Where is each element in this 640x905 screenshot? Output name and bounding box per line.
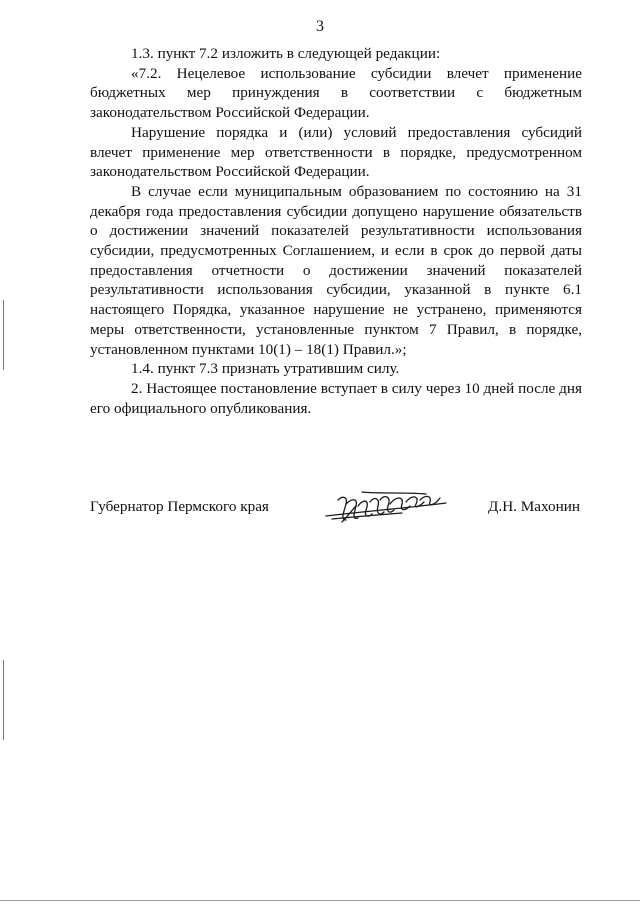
paragraph-municipal-obligations: В случае если муниципальным образованием по состоянию на 31 декабря года предоставления субсидии допущено нарушение обязательств о достижении значений показателей результативности использования субсидии, предусмотренных Соглашением, и если в срок до первой даты предоставления отчетности о достижении значений показателей результативности использования субсидии, указанной в пункте 6.1 настоящего Порядка, указанное нарушение не устранено, применяются меры ответственности, установленные пунктом 7 Правил, в порядке, установленном пунктами 10(1) – 18(1) Правил.»; (90, 182, 582, 358)
paragraph-effective-date: 2. Настоящее постановление вступает в силу через 10 дней после дня его официального опубликования. (90, 379, 582, 417)
signatory-title: Губернатор Пермского края (90, 498, 269, 515)
scan-edge-mark (3, 300, 4, 370)
document-body (90, 44, 582, 418)
signatory-name: Д.Н. Махонин (488, 498, 580, 515)
paragraph-item-1-3: 1.3. пункт 7.2 изложить в следующей редакции: (131, 45, 441, 62)
paragraph-item-1-4: 1.4. пункт 7.3 признать утратившим силу. (131, 360, 400, 378)
scan-edge-mark (3, 660, 4, 740)
scan-bottom-edge (0, 900, 640, 901)
paragraph-violation: Нарушение порядка и (или) условий предоставления субсидий влечет применение мер ответственности в порядке, предусмотренном законодательством Российской Федерации. (90, 123, 582, 181)
handwritten-signature (322, 486, 452, 528)
signature-block (90, 492, 582, 532)
page-number: 3 (316, 18, 324, 35)
paragraph-clause-7-2: «7.2. Нецелевое использование субсидии влечет применение бюджетных мер принуждения в соответствии с бюджетным законодательством Российской Федерации. (90, 64, 582, 122)
